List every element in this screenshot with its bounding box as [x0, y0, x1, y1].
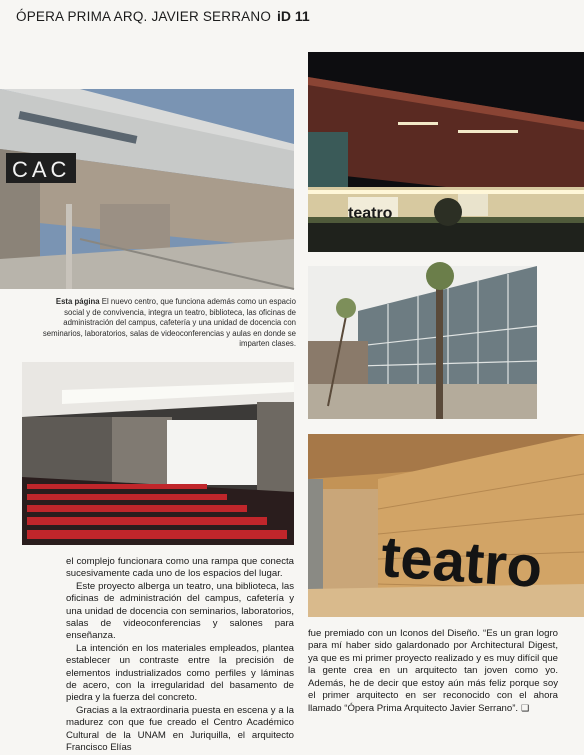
article-column-2 — [308, 628, 558, 716]
end-of-article-mark: ❑ — [521, 703, 530, 714]
page-header — [16, 8, 310, 28]
photo-caption — [40, 297, 296, 350]
paragraph-text: fue premiado con un Iconos del Diseño. “Es un gran logro para mí haber sido galardonado por Architectural Digest, ya que es mi primer proyecto realizado y es muy difícil que la gente crea en un arquitecto tan joven como yo. Además, he de decir que estoy aún más feliz porque soy el primer arquitecto en ser reconocido con el ahora llamado “Ópera Prima Arquitecto Javier Serrano”. — [308, 628, 558, 715]
paragraph — [308, 628, 558, 716]
auditorium-illustration — [22, 362, 294, 545]
page-number: 11 — [294, 8, 310, 24]
auditorium-photo — [22, 362, 294, 545]
paragraph: Este proyecto alberga un teatro, una biblioteca, las oficinas de administración del campus, cafetería y una unidad de docencia con seminarios, laboratorios, salas de videoconferencias y salones para enseñanza. — [66, 580, 294, 642]
teatro-night-sign-text: teatro — [348, 205, 393, 222]
teatro-night-illustration — [308, 52, 584, 252]
magazine-logo — [277, 8, 310, 24]
teatro-wall-sign-text: teatro — [379, 524, 545, 601]
caption-lead: Esta página — [55, 297, 100, 306]
caption-text: El nuevo centro, que funciona además como un espacio social y de convivencia, integra un teatro, biblioteca, las oficinas de administración del campus, cafetería y una unidad de docencia con seminarios, laboratorios, salas de videoconferencias y aulas en donde se imparten clases. — [42, 297, 296, 349]
teatro-wall-illustration — [308, 434, 584, 617]
cac-sign-text: CAC — [12, 157, 71, 182]
glass-facade-photo — [308, 266, 537, 419]
cac-building-photo — [0, 89, 294, 289]
glass-facade-illustration — [308, 266, 537, 419]
article-column-1 — [66, 556, 294, 755]
paragraph: Gracias a la extraordinaria puesta en escena y a la madurez con que fue creado el Centro Académico Cultural de la UNAM en Juriquilla, el arquitecto Francisco Elías — [66, 704, 294, 754]
logo-text: iD — [277, 8, 292, 24]
section-title: ÓPERA PRIMA ARQ. JAVIER SERRANO — [16, 9, 272, 24]
teatro-night-photo — [308, 52, 584, 252]
paragraph: La intención en los materiales empleados, plantea establecer un contraste entre la precisión de elementos industrializados como perfiles y láminas de acero, con la irregularidad del basamento de piedra y la fuerza del concreto. — [66, 642, 294, 704]
teatro-wall-photo — [308, 434, 584, 617]
cac-building-illustration — [0, 89, 294, 289]
paragraph: el complejo funcionara como una rampa que conecta sucesivamente cada uno de los espacios del lugar. — [66, 556, 294, 580]
